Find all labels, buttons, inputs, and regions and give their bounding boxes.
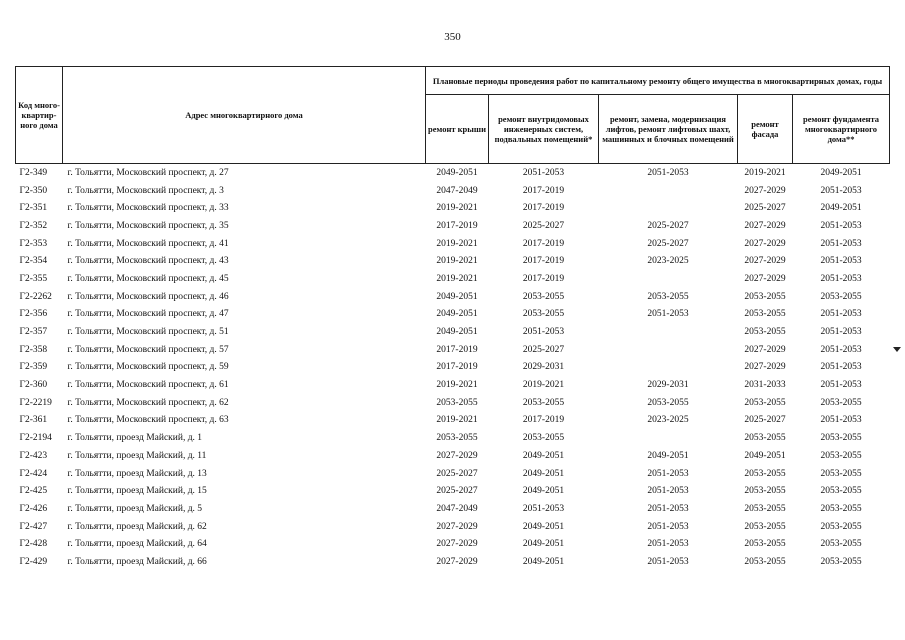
cell-roof: 2019-2021 bbox=[436, 256, 478, 267]
cell-elevators: 2029-2031 bbox=[647, 380, 689, 391]
table-row bbox=[16, 199, 890, 217]
cell-facade: 2027-2029 bbox=[744, 362, 786, 373]
margin-arrow-icon bbox=[893, 347, 901, 352]
cell-engineering: 2019-2021 bbox=[522, 380, 565, 391]
cell-address: г. Тольятти, проезд Майский, д. 15 bbox=[67, 486, 207, 497]
table-row bbox=[16, 394, 890, 412]
cell-foundation: 2053-2055 bbox=[820, 539, 862, 550]
cell-facade: 2053-2055 bbox=[744, 521, 786, 532]
cell-code: Г2-349 bbox=[19, 167, 48, 178]
cell-facade: 2053-2055 bbox=[744, 433, 786, 444]
cell-roof: 2027-2029 bbox=[436, 450, 478, 461]
cell-roof: 2053-2055 bbox=[436, 397, 478, 408]
cell-foundation: 2053-2055 bbox=[820, 486, 862, 497]
cell-code: Г2-351 bbox=[19, 203, 48, 214]
cell-address: г. Тольятти, проезд Майский, д. 1 bbox=[67, 433, 203, 444]
cell-foundation: 2049-2051 bbox=[820, 167, 862, 178]
table-row bbox=[16, 270, 890, 288]
cell-elevators: 2025-2027 bbox=[647, 238, 689, 249]
header-group: Плановые периоды проведения работ по капитальному ремонту общего имущества в многоквартирных домах, годы bbox=[426, 67, 890, 95]
cell-elevators: 2051-2053 bbox=[647, 167, 689, 178]
cell-address: г. Тольятти, Московский проспект, д. 43 bbox=[67, 256, 229, 267]
table-row bbox=[16, 518, 890, 536]
cell-facade: 2049-2051 bbox=[744, 450, 786, 461]
cell-engineering: 2049-2051 bbox=[522, 556, 565, 567]
cell-foundation: 2051-2053 bbox=[820, 415, 862, 426]
cell-elevators bbox=[599, 182, 738, 200]
cell-code: Г2-350 bbox=[19, 185, 48, 196]
cell-foundation: 2053-2055 bbox=[820, 503, 862, 514]
cell-roof: 2025-2027 bbox=[436, 468, 478, 479]
cell-foundation: 2053-2055 bbox=[820, 433, 862, 444]
cell-facade: 2019-2021 bbox=[744, 167, 786, 178]
cell-facade: 2053-2055 bbox=[744, 327, 786, 338]
table-row bbox=[16, 412, 890, 430]
cell-code: Г2-354 bbox=[19, 256, 48, 267]
cell-foundation: 2051-2053 bbox=[820, 344, 862, 355]
page-number: 350 bbox=[444, 31, 461, 43]
cell-foundation: 2053-2055 bbox=[820, 450, 862, 461]
cell-foundation: 2051-2053 bbox=[820, 362, 862, 373]
cell-engineering: 2053-2055 bbox=[522, 397, 565, 408]
cell-facade: 2027-2029 bbox=[744, 256, 786, 267]
header-col-elevators: ремонт, замена, модернизация лифтов, ремонт лифтовых шахт, машинных и блочных помещений bbox=[599, 95, 738, 164]
cell-roof: 2019-2021 bbox=[436, 238, 478, 249]
cell-roof: 2027-2029 bbox=[436, 556, 478, 567]
cell-engineering: 2029-2031 bbox=[522, 362, 565, 373]
cell-engineering: 2053-2055 bbox=[522, 433, 565, 444]
cell-code: Г2-360 bbox=[19, 380, 48, 391]
cell-foundation: 2053-2055 bbox=[820, 556, 862, 567]
cell-address: г. Тольятти, Московский проспект, д. 41 bbox=[67, 238, 229, 249]
table-row bbox=[16, 553, 890, 571]
cell-foundation: 2053-2055 bbox=[820, 291, 862, 302]
cell-elevators: 2023-2025 bbox=[647, 256, 689, 267]
table-row bbox=[16, 376, 890, 394]
table-row bbox=[16, 500, 890, 518]
cell-elevators: 2051-2053 bbox=[647, 309, 689, 320]
cell-engineering: 2049-2051 bbox=[522, 521, 565, 532]
cell-facade: 2025-2027 bbox=[744, 415, 786, 426]
cell-elevators: 2023-2025 bbox=[647, 415, 689, 426]
table-row bbox=[16, 482, 890, 500]
cell-address: г. Тольятти, Московский проспект, д. 59 bbox=[67, 362, 229, 373]
cell-elevators: 2051-2053 bbox=[647, 521, 689, 532]
cell-elevators bbox=[599, 341, 738, 359]
cell-address: г. Тольятти, проезд Майский, д. 5 bbox=[67, 503, 203, 514]
cell-facade: 2027-2029 bbox=[744, 344, 786, 355]
cell-facade: 2053-2055 bbox=[744, 486, 786, 497]
cell-facade: 2027-2029 bbox=[744, 185, 786, 196]
cell-roof: 2049-2051 bbox=[436, 309, 478, 320]
cell-foundation: 2051-2053 bbox=[820, 185, 862, 196]
cell-code: Г2-361 bbox=[19, 415, 48, 426]
cell-code: Г2-2262 bbox=[19, 291, 52, 302]
cell-engineering: 2051-2053 bbox=[522, 503, 565, 514]
cell-engineering: 2049-2051 bbox=[522, 468, 565, 479]
table-row bbox=[16, 306, 890, 324]
cell-code: Г2-424 bbox=[19, 468, 48, 479]
cell-elevators bbox=[599, 270, 738, 288]
cell-facade: 2053-2055 bbox=[744, 503, 786, 514]
cell-code: Г2-2219 bbox=[19, 397, 52, 408]
cell-engineering: 2017-2019 bbox=[522, 203, 565, 214]
cell-address: г. Тольятти, Московский проспект, д. 61 bbox=[67, 380, 229, 391]
cell-elevators bbox=[599, 199, 738, 217]
header-col-engineering: ремонт внутридомовых инженерных систем, подвальных помещений* bbox=[489, 95, 599, 164]
cell-roof: 2019-2021 bbox=[436, 203, 478, 214]
cell-roof: 2017-2019 bbox=[436, 344, 478, 355]
cell-address: г. Тольятти, Московский проспект, д. 33 bbox=[67, 203, 229, 214]
cell-address: г. Тольятти, Московский проспект, д. 45 bbox=[67, 273, 229, 284]
cell-foundation: 2051-2053 bbox=[820, 238, 862, 249]
cell-elevators: 2051-2053 bbox=[647, 486, 689, 497]
cell-address: г. Тольятти, Московский проспект, д. 35 bbox=[67, 220, 229, 231]
cell-foundation: 2051-2053 bbox=[820, 309, 862, 320]
cell-code: Г2-428 bbox=[19, 539, 48, 550]
cell-address: г. Тольятти, Московский проспект, д. 46 bbox=[67, 291, 229, 302]
cell-engineering: 2049-2051 bbox=[522, 486, 565, 497]
cell-roof: 2017-2019 bbox=[436, 362, 478, 373]
cell-facade: 2053-2055 bbox=[744, 539, 786, 550]
cell-roof: 2027-2029 bbox=[436, 539, 478, 550]
table-row bbox=[16, 252, 890, 270]
cell-foundation: 2051-2053 bbox=[820, 256, 862, 267]
cell-foundation: 2053-2055 bbox=[820, 397, 862, 408]
cell-roof: 2049-2051 bbox=[436, 291, 478, 302]
cell-elevators: 2025-2027 bbox=[647, 220, 689, 231]
cell-address: г. Тольятти, проезд Майский, д. 62 bbox=[67, 521, 207, 532]
cell-engineering: 2017-2019 bbox=[522, 256, 565, 267]
cell-code: Г2-356 bbox=[19, 309, 48, 320]
cell-roof: 2019-2021 bbox=[436, 380, 478, 391]
table-row bbox=[16, 465, 890, 483]
header-address: Адрес многоквартирного дома bbox=[63, 67, 426, 164]
cell-engineering: 2051-2053 bbox=[522, 327, 565, 338]
cell-engineering: 2017-2019 bbox=[522, 238, 565, 249]
cell-roof: 2049-2051 bbox=[436, 327, 478, 338]
cell-roof: 2019-2021 bbox=[436, 273, 478, 284]
cell-code: Г2-358 bbox=[19, 344, 48, 355]
cell-address: г. Тольятти, Московский проспект, д. 63 bbox=[67, 415, 229, 426]
cell-address: г. Тольятти, Московский проспект, д. 27 bbox=[67, 167, 229, 178]
cell-facade: 2027-2029 bbox=[744, 238, 786, 249]
cell-foundation: 2053-2055 bbox=[820, 468, 862, 479]
cell-facade: 2027-2029 bbox=[744, 220, 786, 231]
header-code: Код много-квартир-ного дома bbox=[16, 67, 63, 164]
cell-code: Г2-425 bbox=[19, 486, 48, 497]
cell-elevators bbox=[599, 429, 738, 447]
cell-engineering: 2051-2053 bbox=[522, 167, 565, 178]
table-row bbox=[16, 535, 890, 553]
cell-roof: 2025-2027 bbox=[436, 486, 478, 497]
cell-roof: 2049-2051 bbox=[436, 167, 478, 178]
table-row bbox=[16, 341, 890, 359]
cell-roof: 2047-2049 bbox=[436, 503, 478, 514]
cell-facade: 2027-2029 bbox=[744, 273, 786, 284]
cell-address: г. Тольятти, Московский проспект, д. 47 bbox=[67, 309, 229, 320]
cell-code: Г2-423 bbox=[19, 450, 48, 461]
cell-engineering: 2017-2019 bbox=[522, 415, 565, 426]
cell-facade: 2053-2055 bbox=[744, 309, 786, 320]
table-row bbox=[16, 164, 890, 182]
cell-foundation: 2051-2053 bbox=[820, 273, 862, 284]
cell-engineering: 2025-2027 bbox=[522, 344, 565, 355]
header-row-top bbox=[16, 67, 890, 95]
cell-code: Г2-355 bbox=[19, 273, 48, 284]
cell-engineering: 2025-2027 bbox=[522, 220, 565, 231]
cell-facade: 2053-2055 bbox=[744, 468, 786, 479]
header-col-facade: ремонт фасада bbox=[738, 95, 793, 164]
cell-roof: 2027-2029 bbox=[436, 521, 478, 532]
cell-elevators bbox=[599, 359, 738, 377]
table-row bbox=[16, 288, 890, 306]
cell-elevators: 2051-2053 bbox=[647, 503, 689, 514]
cell-address: г. Тольятти, проезд Майский, д. 11 bbox=[67, 450, 207, 461]
cell-code: Г2-2194 bbox=[19, 433, 52, 444]
cell-foundation: 2051-2053 bbox=[820, 380, 862, 391]
cell-facade: 2053-2055 bbox=[744, 291, 786, 302]
cell-code: Г2-357 bbox=[19, 327, 48, 338]
cell-facade: 2031-2033 bbox=[744, 380, 786, 391]
cell-code: Г2-352 bbox=[19, 220, 48, 231]
cell-address: г. Тольятти, проезд Майский, д. 13 bbox=[67, 468, 207, 479]
header-col-roof: ремонт крыши bbox=[426, 95, 489, 164]
cell-code: Г2-426 bbox=[19, 503, 48, 514]
cell-foundation: 2053-2055 bbox=[820, 521, 862, 532]
cell-engineering: 2049-2051 bbox=[522, 450, 565, 461]
cell-foundation: 2049-2051 bbox=[820, 203, 862, 214]
cell-address: г. Тольятти, Московский проспект, д. 3 bbox=[67, 185, 224, 196]
cell-code: Г2-429 bbox=[19, 556, 48, 567]
cell-roof: 2047-2049 bbox=[436, 185, 478, 196]
table-row bbox=[16, 323, 890, 341]
cell-roof: 2019-2021 bbox=[436, 415, 478, 426]
cell-roof: 2053-2055 bbox=[436, 433, 478, 444]
capital-repair-schedule-table bbox=[15, 66, 890, 571]
cell-roof: 2017-2019 bbox=[436, 220, 478, 231]
cell-foundation: 2051-2053 bbox=[820, 220, 862, 231]
cell-engineering: 2017-2019 bbox=[522, 273, 565, 284]
cell-engineering: 2049-2051 bbox=[522, 539, 565, 550]
cell-address: г. Тольятти, Московский проспект, д. 51 bbox=[67, 327, 229, 338]
cell-elevators: 2051-2053 bbox=[647, 556, 689, 567]
cell-foundation: 2051-2053 bbox=[820, 327, 862, 338]
cell-elevators: 2051-2053 bbox=[647, 539, 689, 550]
cell-address: г. Тольятти, проезд Майский, д. 66 bbox=[67, 556, 207, 567]
cell-elevators bbox=[599, 323, 738, 341]
cell-elevators: 2053-2055 bbox=[647, 291, 689, 302]
table-body bbox=[16, 164, 890, 571]
cell-code: Г2-353 bbox=[19, 238, 48, 249]
cell-code: Г2-427 bbox=[19, 521, 48, 532]
cell-facade: 2053-2055 bbox=[744, 556, 786, 567]
table-row bbox=[16, 217, 890, 235]
cell-facade: 2053-2055 bbox=[744, 397, 786, 408]
cell-facade: 2025-2027 bbox=[744, 203, 786, 214]
table-row bbox=[16, 359, 890, 377]
cell-elevators: 2053-2055 bbox=[647, 397, 689, 408]
table-row bbox=[16, 447, 890, 465]
cell-engineering: 2017-2019 bbox=[522, 185, 565, 196]
header-col-foundation: ремонт фундамента многоквартирного дома** bbox=[793, 95, 890, 164]
cell-engineering: 2053-2055 bbox=[522, 291, 565, 302]
cell-address: г. Тольятти, проезд Майский, д. 64 bbox=[67, 539, 207, 550]
table-row bbox=[16, 429, 890, 447]
cell-address: г. Тольятти, Московский проспект, д. 57 bbox=[67, 344, 229, 355]
cell-elevators: 2049-2051 bbox=[647, 450, 689, 461]
cell-elevators: 2051-2053 bbox=[647, 468, 689, 479]
table-row bbox=[16, 235, 890, 253]
table-row bbox=[16, 182, 890, 200]
cell-engineering: 2053-2055 bbox=[522, 309, 565, 320]
cell-code: Г2-359 bbox=[19, 362, 48, 373]
cell-address: г. Тольятти, Московский проспект, д. 62 bbox=[67, 397, 229, 408]
